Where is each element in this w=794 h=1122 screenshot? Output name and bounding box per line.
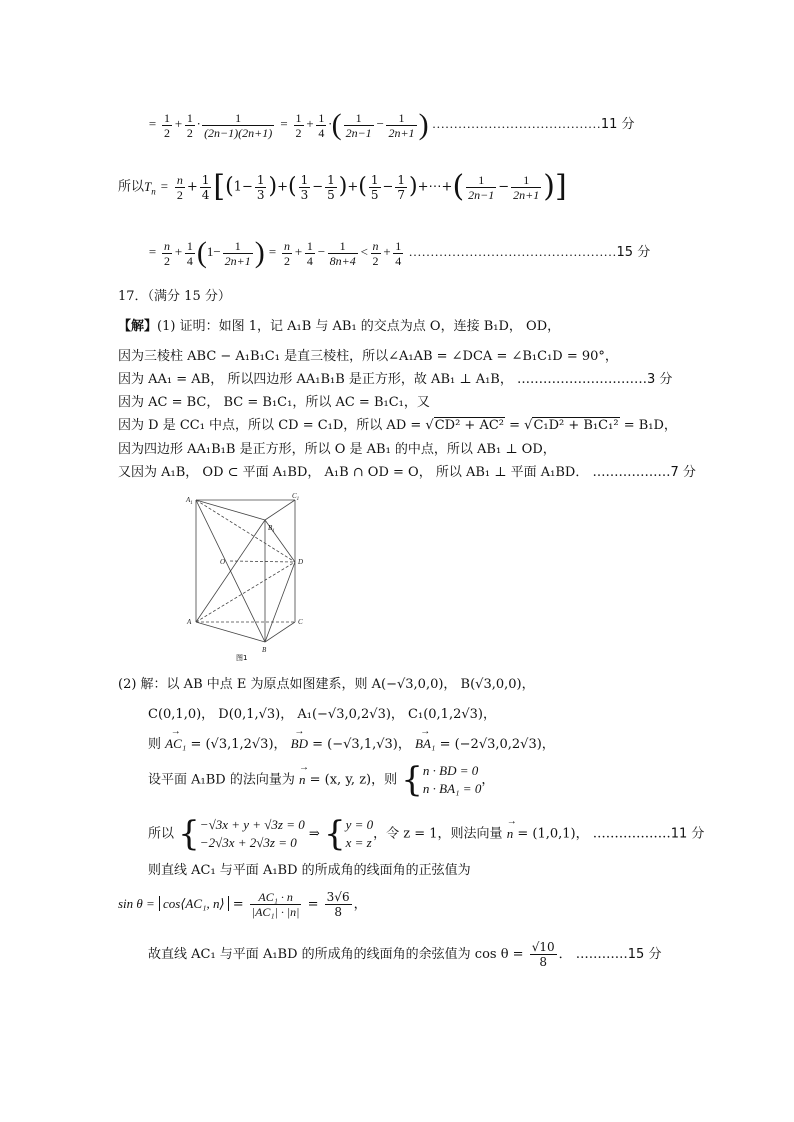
part2-line-5: 所以 { −√3x + y + √3z = 0 −2√3x + 2√3z = 0 ⇒ { y = 0 x = z ，令 z = 1，则法向量 → n = (1,0,1)， ………………11 分 (148, 816, 704, 852)
solution-line-4: 因为 AC = BC， BC = B₁C₁，所以 AC = B₁C₁，又 (118, 395, 430, 410)
edge-BC (265, 622, 295, 642)
problem-17-title: 17．（满分 15 分） (118, 289, 231, 304)
frac-n2: $\frac{n}{2}$ (176, 172, 183, 202)
part2-line-3: 则 → AC₁ = (√3,1,2√3)， → BD = (−√3,1,√3)， → BA₁ = (−2√3,0,2√3)， (148, 735, 555, 754)
frac-half-3: $\frac{1}{2}$ (295, 110, 302, 140)
label-B: B (262, 646, 267, 654)
label-B1: $B_1$ (268, 524, 275, 534)
solution-tag: 【解】 (118, 319, 158, 334)
score-label: 15 分 (616, 244, 651, 260)
edge-OD (230, 561, 295, 562)
label-A: A (187, 618, 192, 626)
label-C: C (298, 618, 303, 626)
solution-line-1: 【解】(1) 证明：如图 1，记 A₁B 与 AB₁ 的交点为点 O，连接 B₁D， OD， (118, 319, 561, 334)
solution-line-2: 因为三棱柱 ABC − A₁B₁C₁ 是直三棱柱，所以∠A₁AB = ∠DCA = ∠B₁C₁D = 90°， (118, 349, 618, 364)
prism-figure (180, 490, 310, 662)
score-label: 11 分 (600, 116, 635, 132)
edge-AB1 (196, 520, 265, 622)
so-label: 所以 (118, 179, 145, 195)
edge-B1C1 (265, 500, 295, 520)
formula-line-3: = $\frac{n}{2}$ + $\frac{1}{4}$ (1− $\frac{1}{2n+1}$ ) = $\frac{n}{2}$ + $\frac{1}{4}$ − $\frac{1}{8n+4}$ < $\frac{n}{2}$ + $\frac{1}{4}$ …………………………………………15 分 (148, 236, 651, 269)
frac-quarter: $\frac{1}{4}$ (318, 110, 325, 140)
label-C1: $C_1$ (292, 492, 300, 502)
label-A1: $A_1$ (186, 496, 193, 506)
score-dots: ………………………………… (431, 115, 601, 131)
frac-product: $\frac{1}{(2n-1)(2n+1)}$ (204, 110, 273, 140)
eq-sign: = (148, 115, 157, 131)
solution-line-3: 因为 AA₁ = AB， 所以四边形 AA₁B₁B 是正方形，故 AB₁ ⊥ A₁B， …………………………3 分 (118, 372, 673, 387)
frac-half: $\frac{1}{2}$ (164, 110, 171, 140)
edge-AD (196, 562, 295, 622)
formula-line-1: = $\frac{1}{2}$ + $\frac{1}{2}$ · $\frac{1}{(2n-1)(2n+1)}$ = $\frac{1}{2}$ + $\frac{1}{4}$ ·( $\frac{1}{2n-1}$ − $\frac{1}{2n+1}$ ) …………………………………11 分 (148, 108, 635, 141)
part2-line-2: C(0,1,0)， D(0,1,√3)， A₁(−√3,0,2√3)， C₁(0,1,2√3)， (148, 707, 496, 722)
part2-line-4: 设平面 A₁BD 的法向量为 → n = (x, y, z)，则 { n · BD = 0 n · BA₁ = 0 ， (148, 762, 494, 798)
label-O: O (220, 558, 226, 566)
edge-AB (196, 622, 265, 642)
frac-14: $\frac{1}{4}$ (201, 172, 210, 202)
frac-a: $\frac{1}{2n-1}$ (345, 110, 372, 140)
frac-half-2: $\frac{1}{2}$ (186, 110, 193, 140)
edge-A1B1 (196, 500, 265, 520)
figure-caption: 图1 (236, 654, 248, 662)
solution-line-5: 因为 D 是 CC₁ 中点，所以 CD = C₁D，所以 AD = √CD² + AC² = √C₁D² + B₁C₁² = B₁D， (118, 418, 677, 433)
label-D: D (298, 558, 304, 566)
part2-line-7: sin θ = cos⟨AC₁, n⟩ = $\frac{\text{AC₁ · n}}{\text{|AC₁| · |n|}}$ = $\frac{3√6}{8}$ ， (118, 890, 367, 919)
score-dots: ………………………………………… (408, 243, 617, 259)
solution-line-6: 因为四边形 AA₁B₁B 是正方形，所以 O 是 AB₁ 的中点，所以 AB₁ ⊥ OD， (118, 442, 556, 457)
formula-line-2: 所以$T_n$ = $\frac{n}{2}$ + $\frac{1}{4}$ [(1− $\frac{1}{3}$ )+( $\frac{1}{3}$ − $\frac{1}{5}$ )+( $\frac{1}{5}$ − $\frac{1}{7}$ )+⋯+( $\frac{1}{2n-1}$ − $\frac{1}{2n+1}$ )] (118, 169, 567, 204)
frac-b: $\frac{1}{2n+1}$ (388, 110, 415, 140)
edge-BD (265, 562, 295, 642)
part2-line-8: 故直线 AC₁ 与平面 A₁BD 的所成角的线面角的余弦值为 cos θ = $\frac{√10}{8}$ ． …………15 分 (148, 940, 662, 969)
part2-line-1: (2) 解：以 AB 中点 E 为原点如图建系，则 A(−√3,0,0)， B(√3,0,0)， (118, 677, 535, 692)
solution-line-7: 又因为 A₁B， OD ⊂ 平面 A₁BD， A₁B ∩ OD = O， 所以 AB₁ ⊥ 平面 A₁BD． ………………7 分 (118, 465, 696, 480)
part2-line-6: 则直线 AC₁ 与平面 A₁BD 的所成角的线面角的正弦值为 (148, 863, 471, 878)
